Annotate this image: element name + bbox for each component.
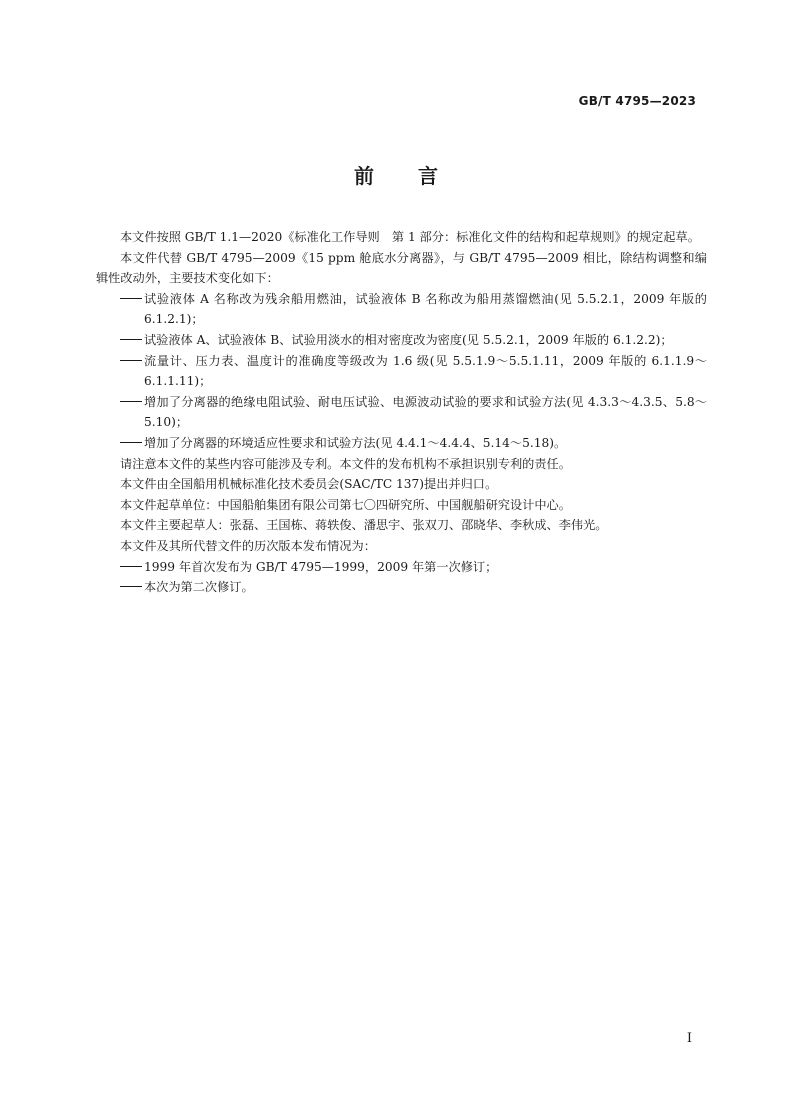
change-item-text: 流量计、压力表、温度计的准确度等级改为 1.6 级(见 5.5.1.9～5.5.1.11，2009 年版的 6.1.1.9～6.1.1.11)； <box>144 353 707 389</box>
dash-marker <box>120 577 144 598</box>
dash-marker <box>120 330 144 351</box>
title-char-2: 言 <box>418 164 438 188</box>
change-item-text: 增加了分离器的环境适应性要求和试验方法(见 4.4.1～4.4.4、5.14～5.18)。 <box>144 435 567 450</box>
paragraph-proposer: 本文件由全国船用机械标准化技术委员会(SAC/TC 137)提出并归口。 <box>120 477 498 492</box>
standard-number: GB/T 4795—2023 <box>578 94 696 108</box>
paragraph-drafters: 本文件主要起草人：张磊、王国栋、蒋轶俊、潘思宇、张双刀、邵晓华、李秋成、李伟光。 <box>120 518 608 533</box>
history-item <box>96 557 707 578</box>
history-item-text: 1999 年首次发布为 GB/T 4795—1999，2009 年第一次修订； <box>144 559 498 574</box>
paragraph-drafting-units: 本文件起草单位：中国船舶集团有限公司第七〇四研究所、中国舰船研究设计中心。 <box>120 497 571 512</box>
dash-marker <box>120 433 144 454</box>
change-item <box>96 289 707 330</box>
title-char-1: 前 <box>354 164 374 188</box>
dash-marker <box>120 557 144 578</box>
change-item-text: 试验液体 A 名称改为残余船用燃油，试验液体 B 名称改为船用蒸馏燃油(见 5.5.2.1，2009 年版的 6.1.2.1)； <box>144 291 707 327</box>
change-item-text: 试验液体 A、试验液体 B、试验用淡水的相对密度改为密度(见 5.5.2.1，2009 年版的 6.1.2.2)； <box>144 332 673 347</box>
foreword-body <box>96 227 707 598</box>
change-item <box>96 433 707 454</box>
history-item <box>96 577 707 598</box>
change-item <box>96 351 707 392</box>
change-item <box>96 392 707 433</box>
change-item-text: 增加了分离器的绝缘电阻试验、耐电压试验、电源波动试验的要求和试验方法(见 4.3.3～4.3.5、5.8～5.10)； <box>144 394 707 430</box>
paragraph-replacement: 本文件代替 GB/T 4795—2009《15 ppm 舱底水分离器》，与 GB/T 4795—2009 相比，除结构调整和编辑性改动外，主要技术变化如下： <box>96 250 707 286</box>
paragraph-basis: 本文件按照 GB/T 1.1—2020《标准化工作导则 第 1 部分：标准化文件的结构和起草规则》的规定起草。 <box>120 230 700 244</box>
history-item-text: 本次为第二次修订。 <box>144 580 254 595</box>
change-item <box>96 330 707 351</box>
page-title <box>0 160 792 189</box>
page-number: I <box>686 1031 692 1046</box>
paragraph-patent-notice: 请注意本文件的某些内容可能涉及专利。本文件的发布机构不承担识别专利的责任。 <box>120 456 571 471</box>
dash-marker <box>120 289 144 330</box>
paragraph-history-intro: 本文件及其所代替文件的历次版本发布情况为： <box>120 538 376 553</box>
dash-marker <box>120 351 144 392</box>
dash-marker <box>120 392 144 433</box>
